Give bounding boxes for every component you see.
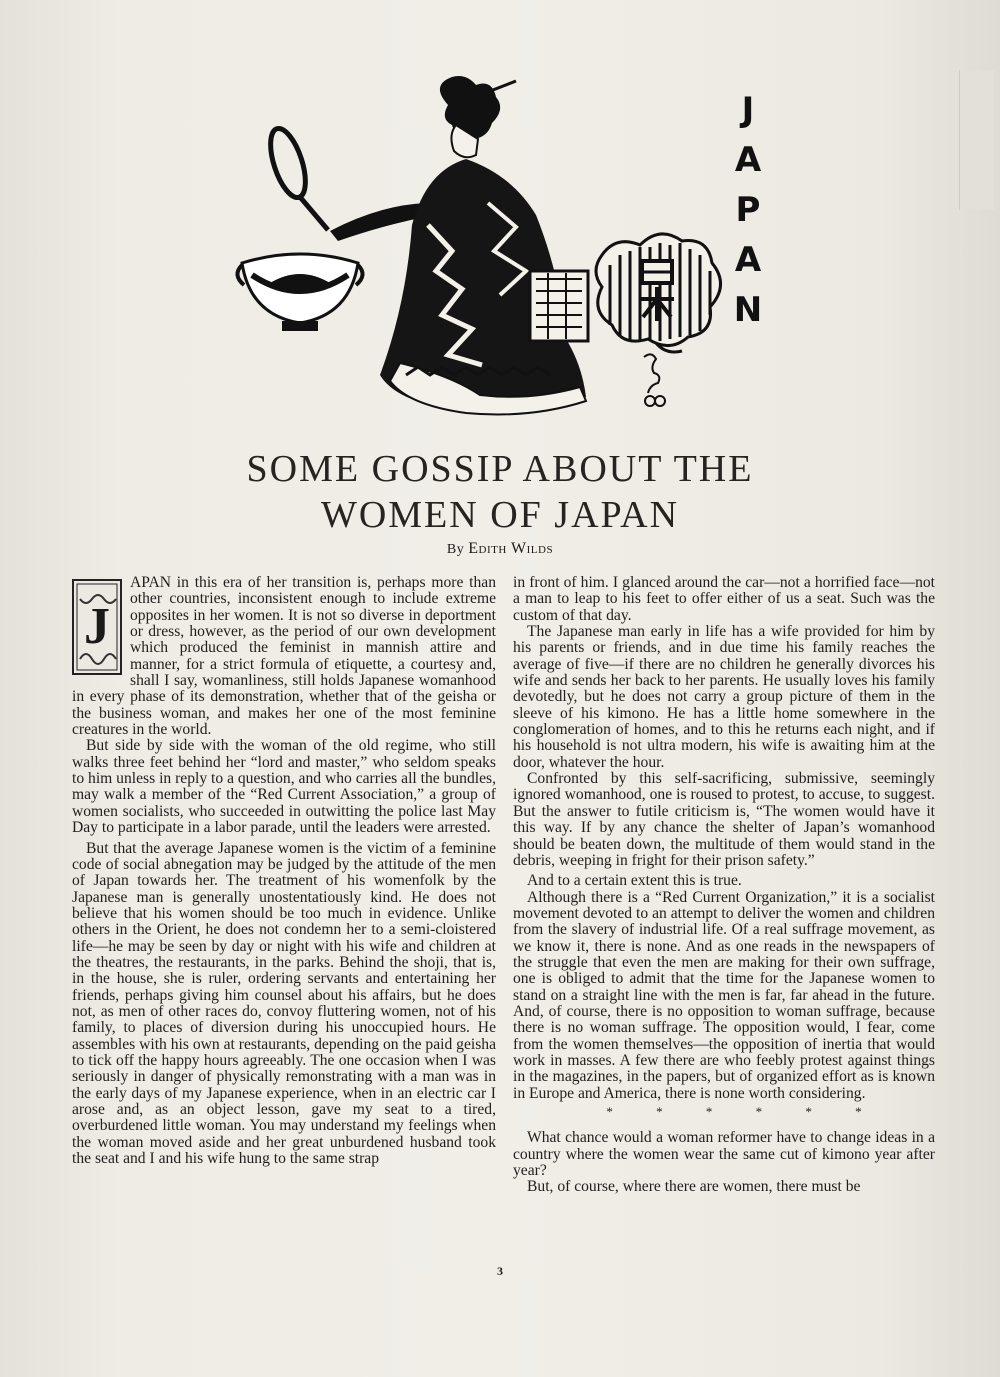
geisha-with-mirror-icon [230,75,790,420]
japan-lettering [734,90,762,330]
paragraph: Although there is a “Red Current Organization,” it is a socialist movement devoted to an attempt to deliver the women and children from the slavery of industrial life. Of a real suffrage movement, as we know it, there is none. And as one reads in the newspapers of the struggle that even the men are making for their own suffrage, one is obliged to admit that the time for the Japanese women to stand on a straight line with the men is far, far ahead in the future. And, of course, there is no opposition to woman suffrage, because there is no woman suffrage. The opposition would, I fear, come from the women themselves—the opposition of inertia that would work in masses. A few there are who feebly protest against things in the magazines, in the papers, but of organized effort as is known in Europe and America, there is none worth considering. [513,888,935,1102]
lettering-letter: P [735,190,761,230]
crest-icon [596,234,721,352]
paragraph: And to a certain extent this is true. [527,872,742,890]
article-title [0,446,1000,538]
lettering-letter: N [733,290,763,330]
drop-cap [72,579,122,675]
paragraph: APAN in this era of her transition is, perhaps more than other countries, inconsistent enough to include extreme opposites in her women. It is not so diverse in deportment or dress, however, as the period of our own development which produced the feminist in mannish attire and manner, for a strict formula of etiquette, a courtesy and, shall I say, womanliness, still holds Japanese womanhood in every phase of its demonstration, whether that of the geisha or the business woman, and makes her one of the most feminine creatures in the world. [72,574,496,739]
artist-seal-icon [644,354,665,406]
paragraph: But side by side with the woman of the old regime, who still walks three feet behind her “lord and master,” who seldom speaks to him unless in reply to a question, and who carries all the bundles, may walk a member of the “Red Current Association,” a group of women socialists, who succeeded in outwitting the police last May Day to participate in a labor parade, until the leaders were arrested. [72,737,496,837]
paragraph: in front of him. I glanced around the car—not a horrified face—not a man to leap to his feet to offer either of us a seat. Such was the custom of that day. [513,574,935,624]
byline-prefix: By [446,542,465,557]
lettering-letter: A [734,240,762,280]
lettering-letter: A [734,140,762,180]
right-column [513,575,935,1196]
paragraph: But, of course, where there are women, there must be [527,1178,861,1196]
drop-cap-letter: J [84,598,110,655]
byline [0,540,1000,558]
author-name: Edith Wilds [468,540,554,557]
paragraph: But that the average Japanese women is the victim of a feminine code of social abnegation may be judged by the attitude of the men of Japan towards her. The treatment of his womenfolk by the Japanese man is generally unostentatiously kind. He does not believe that his women should be too much in evidence. Unlike others in the Orient, he does not condemn her to a semi-cloistered life—he may be seen by day or night with his wife and children at the theatres, the restaurants, in the parks. Behind the shoji, that is, in the house, she is ruler, ordering servants and entertaining her friends, perhaps giving him counsel about his affairs, but he does not, as men of other races do, convoy fluttering women, not of his family, to places of diversion during his unoccupied hours. He assembles with his own at restaurants, depending on the paid geisha to tick off the happy hours agreeably. The one occasion when I was seriously in danger of physically remonstrating with a man was in the early days of my Japanese experience, when in an electric car I arose and, as an object lesson, gave my seat to a tired, overburdened little woman. You may understand my feelings when the woman moved aside and her great unburdened husband took the seat and I and his wife hung to the same strap [72,839,496,1168]
left-column [72,575,496,1167]
paragraph: The Japanese man early in life has a wife provided for him by his parents or friends, and in due time his family reaches the average of five—if there are no children he generally divorces his wife and sends her back to her parents. He usually loves his family devotedly, but he does not carry a group picture of them in the sleeve of his kimono. He has a little home somewhere in the conglomeration of homes, and to this he returns each night, and if his household is not ultra modern, his wife is awaiting him at the door, whatever the hour. [513,623,935,771]
paragraph: What chance would a woman reformer have to change ideas in a country where the women wear the same cut of kimono year after year? [513,1129,935,1180]
page-number: 3 [497,1264,503,1278]
hand-mirror-icon [264,124,328,230]
paragraph: Confronted by this self-sacrificing, submissive, seemingly ignored womanhood, one is roused to protest, to accuse, to suggest. But the answer to futile criticism is, “The women would have it this way. If by any chance the shelter of Japan’s womanhood should be beaten down, the multitude of them would stand in the debris, weeping in fright for their prison safety.” [513,770,935,869]
geisha-figure-icon [330,76,588,415]
lettering-letter: J [741,90,755,130]
article-title-line: SOME GOSSIP ABOUT THE [246,448,754,490]
bowl-icon [237,254,362,331]
page-edge-tab [959,70,994,210]
article-title-line: WOMEN OF JAPAN [320,494,680,536]
section-separator: * * * * * * [606,1104,882,1119]
